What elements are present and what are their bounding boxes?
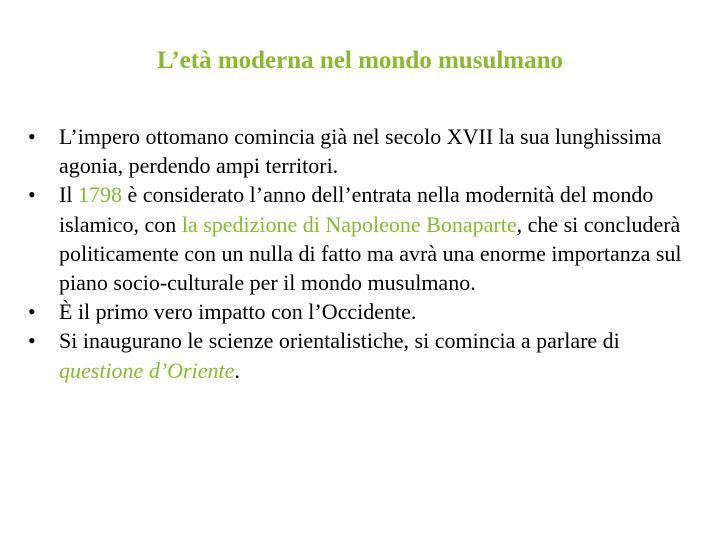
- bullet-item-impact: [26, 297, 686, 326]
- bullet-icon: •: [28, 182, 36, 208]
- bullet-text-middle: è considerato l’anno dell’entrata nella modernità del mondo islamico, con: [59, 182, 654, 237]
- bullet-text-suffix: , che si concluderà politicamente con un nulla di fatto ma avrà una enorme importanza sul piano socio-culturale per il mondo musulmano.: [59, 211, 682, 296]
- bullet-text-suffix: .: [234, 357, 240, 383]
- bullet-text-prefix: Il: [59, 182, 78, 208]
- bullet-item-orientalism: [26, 326, 686, 384]
- bullet-text: È il primo vero impatto con l’Occidente.: [59, 299, 417, 325]
- bullet-icon: •: [28, 124, 36, 149]
- bullet-text-prefix: Si inaugurano le scienze orientalistiche, si comincia a parlare di: [59, 328, 620, 354]
- bullet-text: L’impero ottomano comincia già nel secolo XVII la sua lunghissima agonia, perdendo ampi territori.: [59, 124, 662, 179]
- bullet-list: [26, 122, 686, 385]
- bullet-icon: •: [28, 299, 36, 325]
- slide-title: L’età moderna nel mondo musulmano: [156, 47, 564, 74]
- bullet-item-ottoman: [26, 122, 686, 180]
- highlight-year: 1798: [77, 182, 122, 208]
- highlight-expedition: la spedizione di Napoleone Bonaparte: [181, 211, 517, 237]
- bullet-item-1798: [26, 180, 686, 297]
- bullet-icon: •: [28, 328, 36, 354]
- highlight-term: questione d’Oriente: [59, 357, 235, 383]
